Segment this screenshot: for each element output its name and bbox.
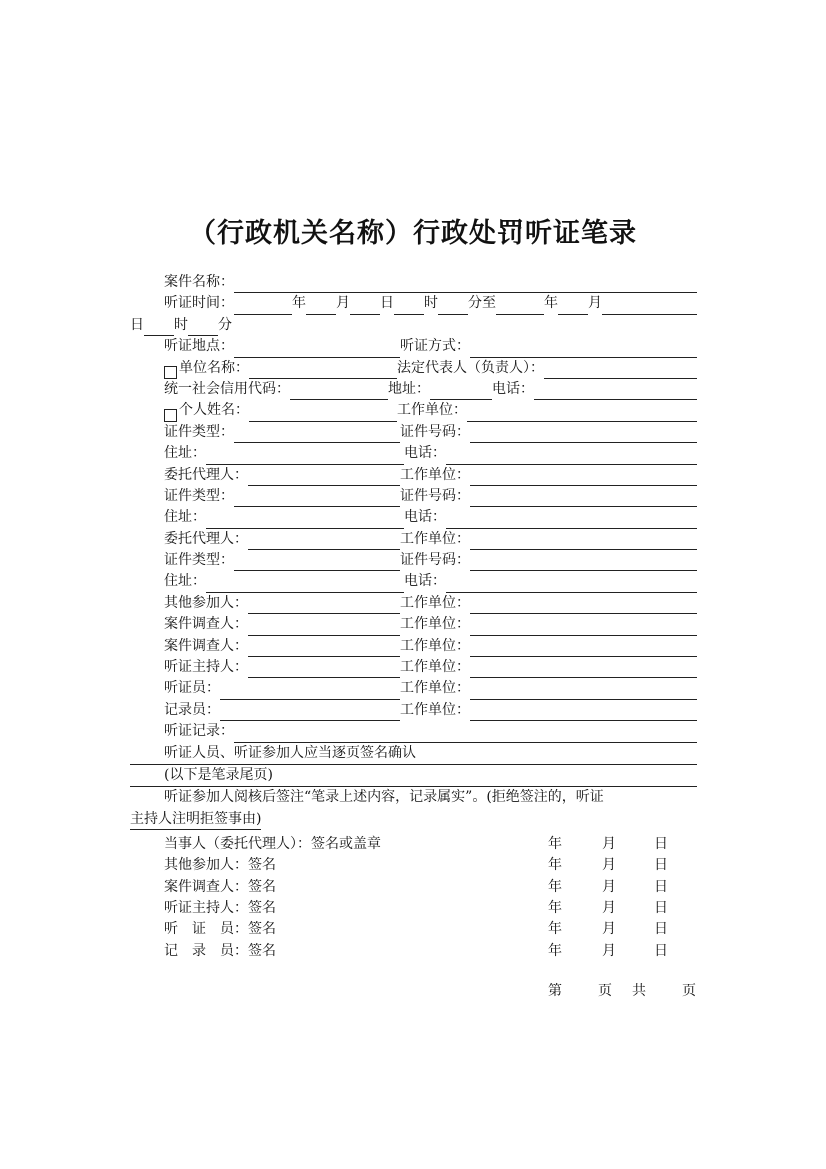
start-month-field[interactable] [306,300,336,315]
id-type-label: 证件类型： [164,487,234,504]
end-hour-field[interactable] [144,321,174,336]
work-unit-field[interactable] [470,471,697,486]
phone-label: 电话： [404,573,446,590]
signature-label: 当事人（委托代理人）：签名或盖章 [164,835,381,852]
work-unit-label: 工作单位： [400,680,470,697]
minute-label: 分 [218,316,232,333]
month-label: 月 [602,878,616,895]
phone-label: 电话： [404,445,446,462]
work-unit-label: 工作单位： [400,466,470,483]
residence-label: 住址： [164,573,206,590]
work-unit-field[interactable] [470,599,697,614]
id-number-label: 证件号码： [400,552,470,569]
hearing-place-label: 听证地点： [164,338,234,355]
signature-date [548,941,668,962]
work-unit-field[interactable] [470,621,697,636]
residence-field[interactable] [206,514,404,529]
year-label: 年 [548,835,562,852]
year-label: 年 [548,857,562,874]
page-total-label: 页 [682,983,696,999]
investigator-field[interactable] [248,621,400,636]
signature-label: 案件调查人：签名 [164,878,276,895]
id-number-label: 证件号码： [400,487,470,504]
host-label: 听证主持人： [164,659,248,676]
residence-label: 住址： [164,445,206,462]
day-label: 日 [130,316,144,333]
id-row [130,486,697,507]
clerk-field[interactable] [220,685,400,700]
agent-row [130,465,697,486]
start-minute-field[interactable] [438,300,468,315]
end-minute-field[interactable] [188,321,218,336]
hearing-time-row-cont [130,315,697,336]
work-unit-label: 工作单位： [400,530,470,547]
signature-row [130,834,697,855]
month-label: 月 [602,921,616,938]
phone-field[interactable] [534,385,697,400]
hour-label: 时 [174,316,188,333]
investigator-field[interactable] [248,642,400,657]
signature-row [130,919,697,940]
month-label: 月 [602,857,616,874]
day-label: 日 [654,857,668,874]
record-field[interactable] [234,728,697,743]
page-number [548,981,696,1001]
hearing-time-label: 听证时间： [164,295,234,312]
hearing-mode-field[interactable] [470,343,697,358]
work-unit-field[interactable] [470,663,697,678]
id-number-field[interactable] [470,492,697,507]
phone-label: 电话： [492,380,534,397]
unit-checkbox[interactable] [164,366,177,379]
residence-row [130,507,697,528]
id-row [130,550,697,571]
hearing-time-row [130,293,697,314]
work-unit-field[interactable] [470,642,697,657]
page-ye-label: 页 [598,983,612,999]
review-note-line1: 听证参加人阅核后签注“笔录上述内容，记录属实”。(拒绝签注的，听证 [164,789,604,806]
recorder-field[interactable] [220,706,400,721]
recorder-label: 记录员： [164,701,220,718]
legal-rep-label: 法定代表人（负责人）： [397,359,544,376]
signature-date [548,855,668,876]
agent-label: 委托代理人： [164,530,248,547]
hearing-place-row [130,336,697,357]
day-label: 日 [380,295,394,312]
month-label: 月 [602,942,616,959]
signature-row [130,877,697,898]
start-day-field[interactable] [350,300,380,315]
year-label: 年 [544,295,558,312]
id-number-label: 证件号码： [400,423,470,440]
investigator-label: 案件调查人： [164,637,248,654]
day-label: 日 [654,899,668,916]
agent-field[interactable] [248,535,400,550]
other-participant-row [130,593,697,614]
id-number-field[interactable] [470,556,697,571]
host-row [130,657,697,678]
minute-to-label: 分至 [468,295,496,312]
address-label: 地址： [388,380,430,397]
id-type-label: 证件类型： [164,552,234,569]
residence-field[interactable] [206,578,404,593]
end-year-field[interactable] [496,300,544,315]
signature-date [548,877,668,898]
work-unit-label: 工作单位： [400,594,470,611]
investigator-row [130,614,697,635]
signature-date [548,919,668,940]
day-label: 日 [654,835,668,852]
hearing-place-field[interactable] [234,343,400,358]
sign-each-page-note: 听证人员、听证参加人应当逐页签名确认 [130,743,697,765]
start-hour-field[interactable] [394,300,424,315]
agent-row [130,529,697,550]
day-label: 日 [654,942,668,959]
hearing-form [130,272,697,962]
residence-field[interactable] [206,450,404,465]
residence-label: 住址： [164,509,206,526]
signature-date [548,898,668,919]
work-unit-label: 工作单位： [400,637,470,654]
work-unit-label: 工作单位： [397,402,467,419]
month-label: 月 [602,835,616,852]
page-gong-label: 共 [632,983,646,999]
work-unit-label: 工作单位： [400,659,470,676]
residence-row [130,443,697,464]
credit-code-field[interactable] [290,385,388,400]
clerk-label: 听证员： [164,680,220,697]
recorder-row [130,700,697,721]
id-type-field[interactable] [234,492,400,507]
id-row [130,422,697,443]
agent-label: 委托代理人： [164,466,248,483]
case-name-row [130,272,697,293]
end-day-field[interactable] [602,300,697,315]
credit-code-label: 统一社会信用代码： [164,380,290,397]
work-unit-field[interactable] [470,535,697,550]
year-label: 年 [548,899,562,916]
work-unit-label: 工作单位： [400,616,470,633]
review-note-line2: 主持人注明拒签事由) [130,809,261,830]
id-type-field[interactable] [234,556,400,571]
hour-label: 时 [424,295,438,312]
start-year-field[interactable] [234,300,292,315]
person-row [130,400,697,421]
unit-name-field[interactable] [249,364,397,379]
phone-field[interactable] [446,514,697,529]
person-checkbox[interactable] [164,409,177,422]
year-label: 年 [548,942,562,959]
signature-row [130,855,697,876]
work-unit-label: 工作单位： [400,701,470,718]
tail-page-note: (以下是笔录尾页) [130,765,697,787]
id-type-label: 证件类型： [164,423,234,440]
end-month-field[interactable] [558,300,588,315]
signature-label: 听证主持人：签名 [164,899,276,916]
year-label: 年 [548,878,562,895]
credit-code-row [130,379,697,400]
id-type-field[interactable] [234,428,400,443]
unit-name-label: 单位名称： [179,359,249,376]
page-di-label: 第 [548,983,562,999]
work-unit-field[interactable] [470,706,697,721]
signature-label: 听 证 员：签名 [164,921,276,938]
month-label: 月 [336,295,350,312]
person-name-label: 个人姓名： [179,402,249,419]
hearing-mode-label: 听证方式： [400,338,470,355]
signature-date [548,834,668,855]
person-name-field[interactable] [249,407,397,422]
signature-row [130,941,697,962]
year-label: 年 [548,921,562,938]
signature-row [130,898,697,919]
case-name-label: 案件名称： [164,273,234,290]
work-unit-field[interactable] [470,685,697,700]
id-number-field[interactable] [470,428,697,443]
residence-row [130,571,697,592]
record-label: 听证记录： [164,723,234,740]
signature-label: 其他参加人：签名 [164,857,276,874]
other-participant-field[interactable] [248,599,400,614]
legal-rep-field[interactable] [544,364,697,379]
case-name-field[interactable] [234,278,697,293]
other-participant-label: 其他参加人： [164,594,248,611]
document-title: （行政机关名称）行政处罚听证笔录 [189,218,637,249]
month-label: 月 [602,899,616,916]
address-field[interactable] [430,385,492,400]
clerk-row [130,678,697,699]
unit-row [130,358,697,379]
day-label: 日 [654,921,668,938]
phone-field[interactable] [446,578,697,593]
year-label: 年 [292,295,306,312]
work-unit-field[interactable] [467,407,697,422]
day-label: 日 [654,878,668,895]
agent-field[interactable] [248,471,400,486]
phone-label: 电话： [404,509,446,526]
month-label: 月 [588,295,602,312]
investigator-label: 案件调查人： [164,616,248,633]
investigator-row [130,636,697,657]
signature-label: 记 录 员：签名 [164,942,276,959]
record-row [130,721,697,742]
phone-field[interactable] [446,450,697,465]
host-field[interactable] [248,663,400,678]
